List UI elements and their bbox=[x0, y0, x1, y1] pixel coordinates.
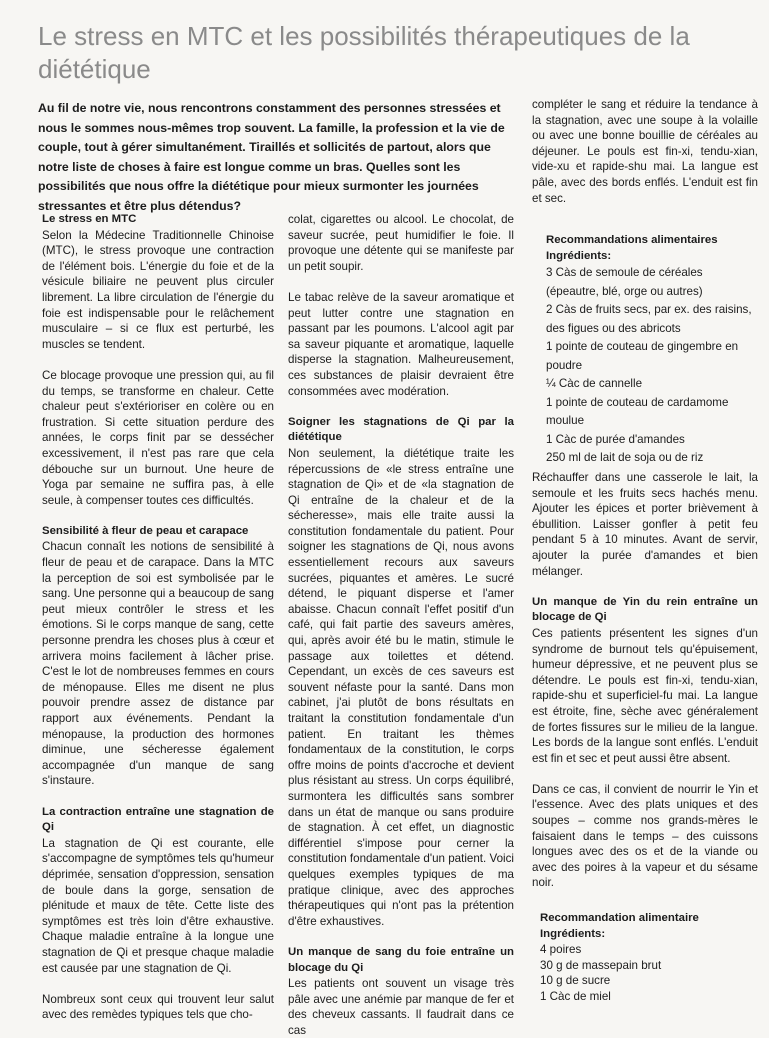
section-heading: Un manque de sang du foie entraîne un blocage du Qi bbox=[288, 945, 514, 974]
ingredient-item: ¼ Càc de cannelle bbox=[546, 377, 643, 390]
paragraph: Selon la Médecine Traditionnelle Chinoise (MTC), le stress provoque une contraction de l'élément bois. L'énergie du foie et de la vésicule biliaire ne peuvent plus circuler librement. La libre circulation de l'énergie du foie est indispensable pour le relâchement musculaire – si ce flux est perturbé, les muscles se tendent. bbox=[42, 228, 274, 351]
paragraph: Les patients ont souvent un visage très pâle avec une anémie par manque de fer et des cheveux cassants. Il faudrait dans ce cas bbox=[288, 977, 514, 1037]
ingredient-item: 1 pointe de couteau de cardamome moulue bbox=[546, 395, 729, 427]
paragraph: Non seulement, la diététique traite les répercussions de «le stress entraîne une stagnation de Qi» et de «la stagnation de Qi entraîne de la chaleur et de la sécheresse», mais elle traite aussi la constitution fondamentale du patient. Pour soigner les stagnations de Qi, nous avons essentiellement recours aux saveurs sucrées, piquantes et amères. Le sucré détend, le piquant disperse et l'amer abaisse. Chacun connaît l'effet positif d'un café, qui fait partie des saveurs amères, qui, après avoir été bu le matin, stimule le passage aux toilettes et détend. Cependant, un excès de ces saveurs est souvent néfaste pour la santé. Dans mon cabinet, j'ai plutôt de bons résultats en traitant la constitution fondamentale d'un patient. En traitant les thèmes fondamentaux de la constitution, le corps offre moins de points d'accroche et devient plus résistant au stress. Un corps équilibré, surmontera les difficultés sans sombrer dans un état de manque ou sans produire de stagnation. À cet effet, un diagnostic différentiel s'impose pour cerner la constitution fondamentale d'un patient. Voici quelques exemples typiques de ma pratique clinique, avec des approches thérapeutiques qui n'ont pas la prétention d'être exhaustives. bbox=[288, 446, 514, 928]
ingredient-item: 10 g de sucre bbox=[540, 974, 611, 987]
recipe-subtitle: Ingrédients: bbox=[540, 928, 606, 940]
section-heading: Soigner les stagnations de Qi par la diététique bbox=[288, 415, 514, 444]
paragraph: colat, cigarettes ou alcool. Le chocolat, de saveur sucrée, peut humidifier le foie. Il provoque une détente qui se manifeste par un petit soupir. bbox=[288, 213, 514, 273]
paragraph: compléter le sang et réduire la tendance à la stagnation, avec une soupe à la volaille ou avec une bonne bouillie de céréales au déjeuner. Le pouls est fin-xi, tendu-xian, vide-xu et rapide-shu mai. La langue est pâle, avec des bords enflés. L'enduit est fin et sec. bbox=[532, 98, 758, 205]
section-heading: Un manque de Yin du rein entraîne un blocage de Qi bbox=[532, 595, 758, 624]
article-intro: Au fil de notre vie, nous rencontrons constamment des personnes stressées et nous le sommes nous-mêmes trop souvent. La famille, la profession et la vie de couple, tout à gérer simultanément. Tiraillés et sollicités de partout, alors que notre liste de choses à faire est longue comme un bras. Quelles sont les possibilités que nous offre la diététique pour mieux surmonter les journées stressantes et être plus détendus? bbox=[38, 101, 505, 213]
ingredient-item: 30 g de massepain brut bbox=[540, 958, 662, 972]
article-title: Le stress en MTC et les possibilités thérapeutiques de la diététique bbox=[38, 21, 690, 84]
column-3-top bbox=[532, 97, 758, 222]
section-heading: La contraction entraîne une stagnation de Qi bbox=[42, 805, 274, 834]
recipe-box-1 bbox=[546, 232, 754, 468]
column-1 bbox=[42, 212, 274, 1023]
recipe-subtitle: Ingrédients: bbox=[546, 250, 612, 262]
ingredient-item: 1 Càc de miel bbox=[540, 989, 611, 1003]
paragraph: Ce blocage provoque une pression qui, au fil du temps, se transforme en chaleur. Cette chaleur peut s'extérioriser en colère ou en frustration. Si cette situation perdure des années, le corps finit par se dessécher excessivement, il n'est pas rare que cela débouche sur un burnout. Une heure de Yoga par semaine ne suffira pas, à elle seule, à compenser toutes ces difficultés. bbox=[42, 368, 274, 507]
ingredient-item: 1 pointe de couteau de gingembre en poudre bbox=[546, 340, 739, 372]
section-heading: Le stress en MTC bbox=[42, 213, 137, 225]
paragraph: La stagnation de Qi est courante, elle s'accompagne de symptômes tels qu'humeur déprimée, sensation d'oppression, sensation de boule dans la gorge, sensation de plénitude et maux de tête. Cette liste des symptômes est très loin d'être exhaustive. Chaque maladie entraîne à la longue une stagnation de Qi et presque chaque maladie est causée par une stagnation de Qi. bbox=[42, 836, 274, 975]
ingredient-item: 4 poires bbox=[540, 943, 582, 956]
recipe-title: Recommandation alimentaire bbox=[540, 912, 699, 924]
ingredient-item: 1 Càc de purée d'amandes bbox=[546, 432, 685, 446]
ingredient-item: 250 ml de lait de soja ou de riz bbox=[546, 451, 704, 464]
ingredient-list bbox=[546, 264, 754, 468]
ingredient-list bbox=[540, 942, 750, 1004]
ingredient-item: 3 Càs de semoule de céréales (épeautre, blé, orge ou autres) bbox=[546, 266, 703, 298]
paragraph: Le tabac relève de la saveur aromatique et peut lutter contre une stagnation en passant par les poumons. L'alcool agit par sa saveur piquante et aromatique, laquelle disperse la stagnation. Malheureusement, ces substances de plaisir devraient être consommées avec modération. bbox=[288, 290, 514, 398]
paragraph: Chacun connaît les notions de sensibilité à fleur de peau et de carapace. Dans la MTC la perception de soi est symbolisée par le sang. Une personne qui a beaucoup de sang peut mieux contrôler le stress et les émotions. Si le corps manque de sang, cette personne prendra les choses plus à cœur et arrivera moins facilement à lâcher prise. C'est le lot de nombreuses femmes en cours de ménopause. Elles me disent ne plus pouvoir prendre assez de distance par rapport aux événements. Pendant la ménopause, la production des hormones diminue, une sécheresse également accompagnée d'un manque de sang s'instaure. bbox=[42, 540, 274, 788]
paragraph: Réchauffer dans une casserole le lait, la semoule et les fruits secs hachés menu. Ajouter les épices et porter brièvement à ébullition. Laisser gonfler à petit feu pendant 5 à 10 minutes. Avant de servir, ajouter la purée d'amandes et bien mélanger. bbox=[532, 471, 758, 578]
column-3-bottom bbox=[532, 470, 758, 891]
paragraph: Dans ce cas, il convient de nourrir le Yin et l'essence. Avec des plats uniques et des soupes – comme nos grands-mères le faisaient dans le temps – des cuissons longues avec des os et de la viande ou avec des poires à la vapeur et du sésame noir. bbox=[532, 782, 758, 890]
paragraph: Nombreux sont ceux qui trouvent leur salut avec des remèdes typiques tels que cho- bbox=[42, 992, 274, 1022]
ingredient-item: 2 Càs de fruits secs, par ex. des raisins, des figues ou des abricots bbox=[546, 303, 752, 335]
column-2 bbox=[288, 212, 514, 1038]
section-heading: Sensibilité à fleur de peau et carapace bbox=[42, 524, 249, 537]
paragraph: Ces patients présentent les signes d'un syndrome de burnout tels qu'épuisement, humeur dépressive, et ne peuvent plus se détendre. Le pouls est fin-xi, tendu-xian, rapide-shu et superficiel-fu mai. La langue est étroite, fine, sèche avec généralement de fortes fissures sur le milieu de la langue. Les bords de la langue sont enflés. L'enduit est fin et sec et peut aussi être absent. bbox=[532, 626, 758, 765]
recipe-title: Recommandations alimentaires bbox=[546, 234, 718, 246]
recipe-box-2 bbox=[540, 910, 750, 1004]
